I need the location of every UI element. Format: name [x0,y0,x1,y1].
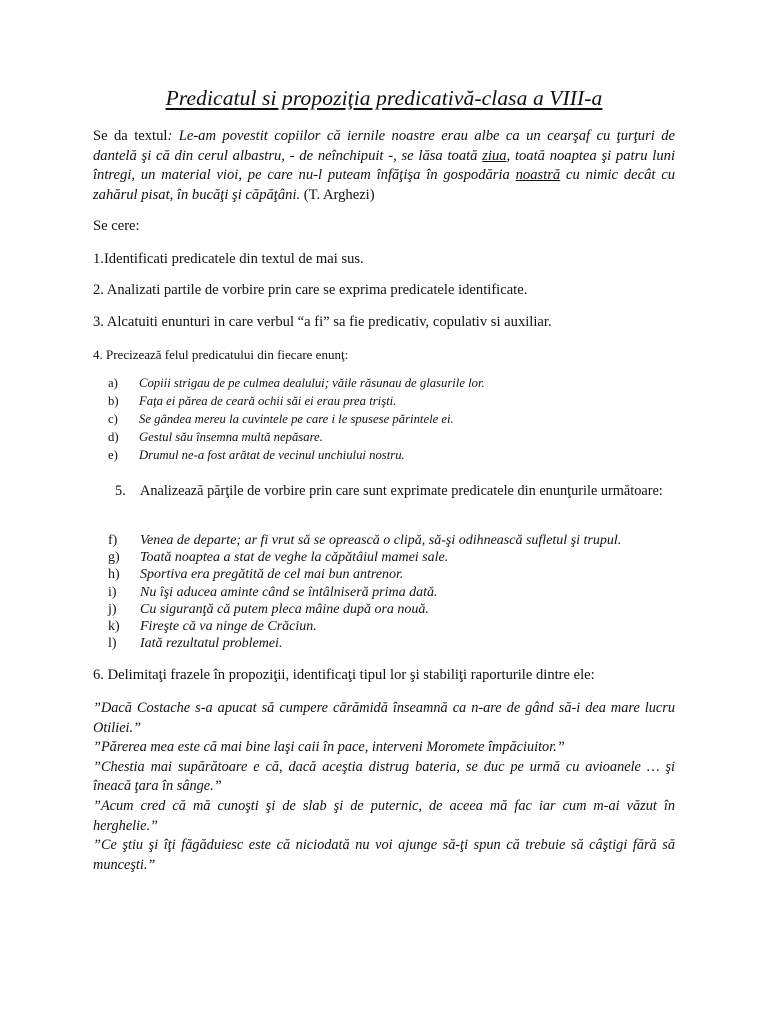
item-text: Fireşte că va ninge de Crăciun. [140,618,317,634]
item-text: Se gândea mereu la cuvintele pe care i le spusese părintele ei. [139,412,454,426]
se-cere-label: Se cere: [93,218,140,234]
item-label: f) [108,533,118,548]
list-item [108,636,678,653]
item-label: j) [108,601,117,617]
list-item [108,585,678,602]
list-item [108,412,628,430]
list-item [108,394,628,412]
list-item [108,430,628,448]
question-6: 6. Delimitaţi frazele în propoziţii, identificaţi tipul lor şi stabiliţi raporturile dintre ele: [93,667,595,683]
question-2: 2. Analizati partile de vorbire prin care se exprima predicatele identificate. [93,282,528,298]
quote-paragraph: ”Ce ştiu şi îţi făgăduiesc este că niciodată nu voi ajunge să-ţi spun că trebuie să câştigi fără să munceşti.” [93,837,675,873]
item-text: Cu siguranţă că putem pleca mâine după ora nouă. [140,601,429,617]
intro-underlined-noastra: noastră [515,167,561,184]
intro-author: (T. Arghezi) [300,186,375,203]
item-text: Nu îşi aducea aminte când se întâlniseră prima dată. [140,584,438,600]
item-label: h) [108,567,120,583]
item-label: a) [108,376,118,390]
intro-lead: Se da textul [93,128,168,144]
intro-underlined-ziua: ziua [482,147,507,164]
quote-paragraph: ”Dacă Costache s-a apucat să cumpere cărămidă înseamnă ca n-are de gând să-i dea mare lucru Otiliei.” [93,700,675,736]
item-label: k) [108,618,120,634]
question-5-number: 5. [115,483,126,499]
item-text: Gestul său însemna multă nepăsare. [139,430,323,444]
quote-paragraph: ”Părerea mea este că mai bine laşi caii în pace, interveni Moromete împăciuitor.” [93,739,565,756]
list-item [108,619,678,636]
list-item [108,567,678,584]
question-5-list [108,533,678,653]
item-label: g) [108,550,120,566]
question-1: 1.Identificati predicatele din textul de mai sus. [93,251,364,267]
item-text: Sportiva era pregătită de cel mai bun antrenor. [140,567,404,583]
question-5-text: Analizează părţile de vorbire prin care sunt exprimate predicatele din enunţurile următoare: [140,483,663,499]
page-title: Predicatul si propoziţia predicativă-clasa a VIII-a [165,86,603,110]
item-text: Iată rezultatul problemei. [140,636,283,652]
item-label: l) [108,636,117,652]
item-label: c) [108,412,118,426]
quotes-block [93,699,675,875]
list-item [108,550,678,567]
intro-text-b: , toată noaptea şi patru luni întregi, un material vioi, pe care nu-l puteam înfăţişa în gospodăria [93,147,676,184]
intro-text-c: cu nimic decât cu zahărul pisat, în bucăţi şi căpăţâni. [93,167,675,203]
intro-text-a: Le-am povestit copiilor că iernile noastre erau albe ca un cearşaf cu ţurţuri de dantelă şi că din cerul albastru, - de neînchipuit -, se lăsa toată [93,128,675,164]
list-item [108,602,678,619]
question-4-list [108,376,628,466]
list-item [108,376,628,394]
item-label: b) [108,394,119,408]
item-text: Venea de departe; ar fi vrut să se oprească o clipă, să-şi odihnească sufletul şi trupul. [140,533,622,548]
quote-paragraph: ”Chestia mai supărătoare e că, dacă aceştia distrug bateria, se duc pe urmă cu avioanele … şi îneacă ţara în sânge.” [93,758,675,795]
item-text: Copiii strigau de pe culmea dealului; văile răsunau de glasurile lor. [139,376,485,390]
item-text: Faţa ei părea de ceară ochii săi ei erau prea trişti. [139,394,397,408]
quote-paragraph: ”Acum cred că mă cunoşti şi de slab şi de puternic, de aceea mă fac iar cum m-ai văzut în herghelie.” [93,797,675,834]
intro-paragraph [93,127,675,205]
item-text: Drumul ne-a fost arătat de vecinul unchiului nostru. [139,448,405,462]
item-label: i) [108,584,117,600]
list-item [108,448,628,466]
item-label: d) [108,430,119,444]
question-4: 4. Precizează felul predicatului din fiecare enunţ: [93,347,349,362]
item-text: Toată noaptea a stat de veghe la căpătâiul mamei sale. [140,550,449,566]
list-item [108,533,678,550]
question-3: 3. Alcatuiti enunturi in care verbul “a fi” sa fie predicativ, copulativ si auxiliar. [93,314,552,330]
item-label: e) [108,448,118,462]
intro-colon: : [167,128,179,144]
